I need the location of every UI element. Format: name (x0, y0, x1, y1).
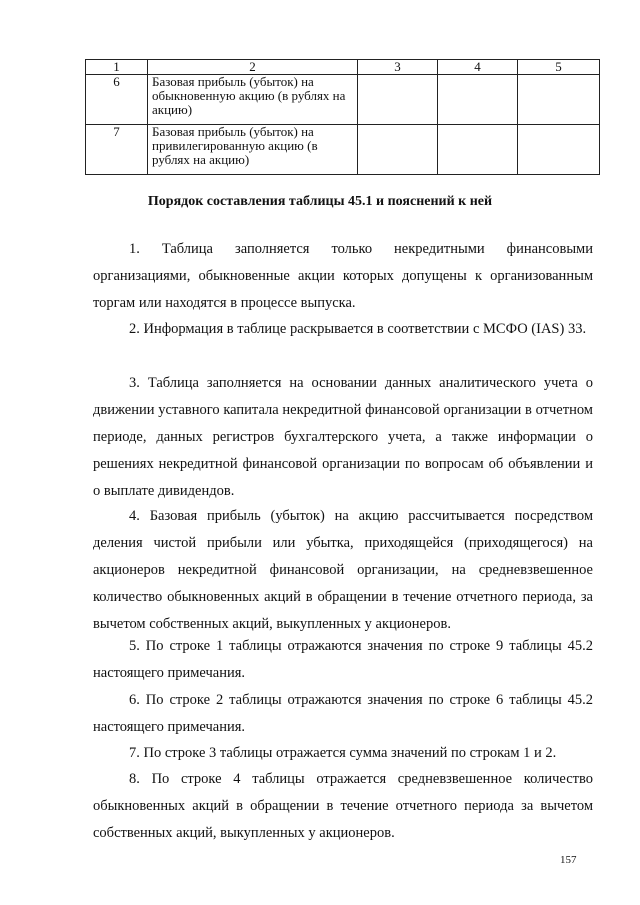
column-number-5: 5 (518, 60, 600, 75)
row-number: 6 (86, 75, 148, 125)
paragraph-8: 8. По строке 4 таблицы отражается средневзвешенное количество обыкновенных акций в обращении в течение отчетного периода за вычетом собственных акций, выкупленных у акционеров. (93, 770, 593, 841)
table-header-row (86, 60, 600, 75)
column-number-3: 3 (358, 60, 438, 75)
table-row (86, 125, 600, 175)
section-heading: Порядок составления таблицы 45.1 и пояснений к ней (147, 194, 493, 209)
row-value-col3 (358, 75, 438, 125)
column-number-2: 2 (148, 60, 358, 75)
paragraph-2: 2. Информация в таблице раскрывается в соответствии с МСФО (IAS) 33. (129, 320, 587, 337)
row-label: Базовая прибыль (убыток) на обыкновенную акцию (в рублях на акцию) (148, 75, 358, 125)
paragraph-7: 7. По строке 3 таблицы отражается сумма значений по строкам 1 и 2. (129, 744, 557, 761)
paragraph-6: 6. По строке 2 таблицы отражаются значения по строке 6 таблицы 45.2 настоящего примечания. (93, 691, 593, 735)
paragraph-3: 3. Таблица заполняется на основании данных аналитического учета о движении уставного капитала некредитной финансовой организации в отчетном периоде, данных регистров бухгалтерского учета, а также информации о решениях некредитной финансовой организации по вопросам об объявлении и о выплате дивидендов. (93, 374, 593, 499)
column-number-4: 4 (438, 60, 518, 75)
row-value-col5 (518, 75, 600, 125)
earnings-per-share-table (85, 59, 600, 175)
row-label: Базовая прибыль (убыток) на привилегированную акцию (в рублях на акцию) (148, 125, 358, 175)
table-row (86, 75, 600, 125)
paragraph-1: 1. Таблица заполняется только некредитными финансовыми организациями, обыкновенные акции которых допущены к организованным торгам или находятся в процессе выпуска. (93, 240, 593, 311)
row-number: 7 (86, 125, 148, 175)
row-value-col4 (438, 125, 518, 175)
paragraph-4: 4. Базовая прибыль (убыток) на акцию рассчитывается посредством деления чистой прибыли или убытка, приходящейся (приходящегося) на акционеров некредитной финансовой организации, на средневзвешенное количество обыкновенных акций в обращении в течение отчетного периода, за вычетом собственных акций, выкупленных у акционеров. (93, 507, 593, 632)
paragraph-5: 5. По строке 1 таблицы отражаются значения по строке 9 таблицы 45.2 настоящего примечания. (93, 637, 593, 681)
column-number-1: 1 (86, 60, 148, 75)
row-value-col5 (518, 125, 600, 175)
row-value-col3 (358, 125, 438, 175)
row-value-col4 (438, 75, 518, 125)
page-number: 157 (560, 854, 577, 866)
